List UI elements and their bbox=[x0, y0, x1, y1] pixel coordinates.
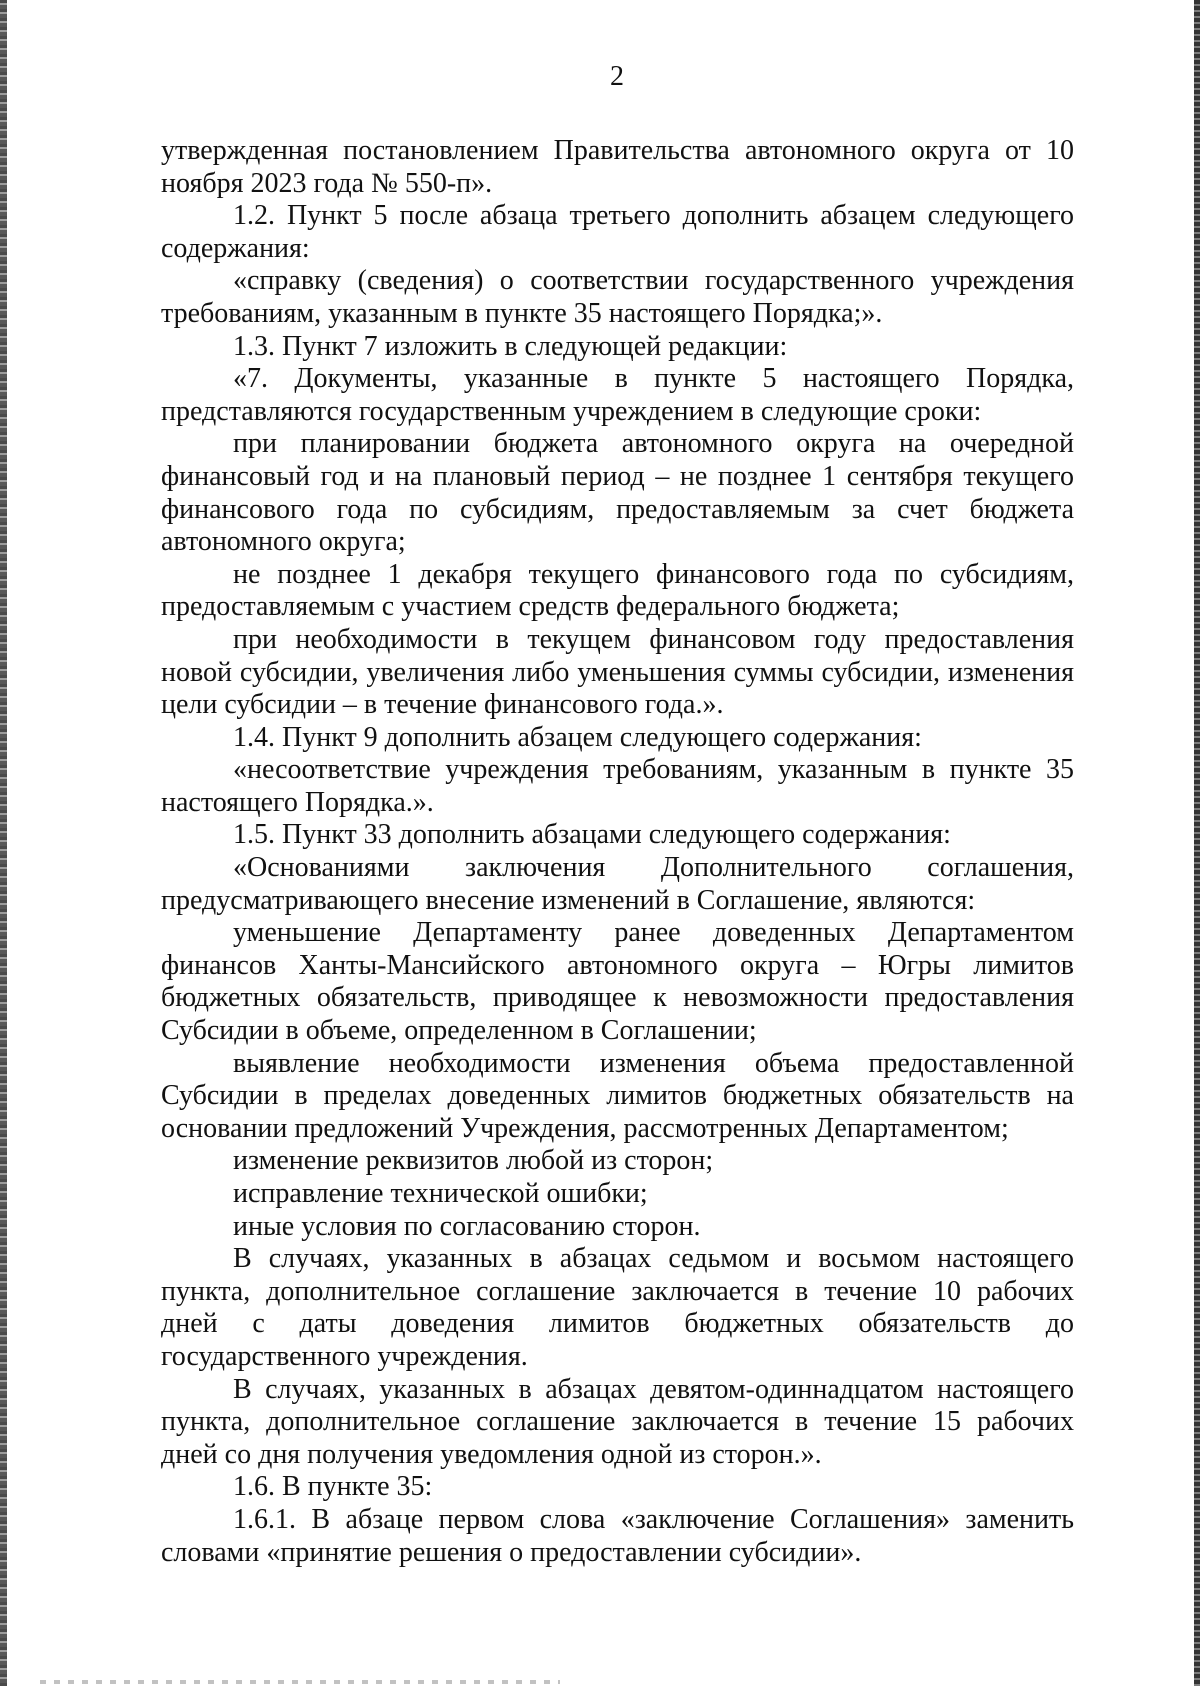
paragraph: 1.6. В пункте 35: bbox=[233, 1471, 433, 1503]
paragraph: «7. Документы, указанные в пункте 5 настоящего Порядка, представляются государственным учреждением в следующие сроки: bbox=[161, 363, 1074, 427]
paragraph: при планировании бюджета автономного округа на очередной финансовый год и на плановый период – не позднее 1 сентября текущего финансового года по субсидиям, предоставляемым за счет бюджета автономного округа; bbox=[161, 428, 1074, 558]
paragraph: 1.6.1. В абзаце первом слова «заключение Соглашения» заменить словами «принятие решения о предоставлении субсидии». bbox=[161, 1503, 1074, 1568]
paragraph: 1.4. Пункт 9 дополнить абзацем следующего содержания: bbox=[233, 721, 922, 753]
paragraph: исправление технической ошибки; bbox=[233, 1178, 648, 1209]
document-body bbox=[161, 135, 1074, 1569]
paragraph: В случаях, указанных в абзацах седьмом и восьмом настоящего пункта, дополнительное соглашение заключается в течение 10 рабочих дней с даты доведения лимитов бюджетных обязательств до государственного учреждения. bbox=[161, 1243, 1074, 1372]
paragraph: В случаях, указанных в абзацах девятом-одиннадцатом настоящего пункта, дополнительное соглашение заключается в течение 15 рабочих дней со дня получения уведомления одной из сторон.». bbox=[161, 1373, 1074, 1470]
scan-left-edge bbox=[0, 0, 7, 1686]
paragraph: иные условия по согласованию сторон. bbox=[233, 1210, 701, 1242]
paragraph: уменьшение Департаменту ранее доведенных Департаментом финансов Ханты-Мансийского автономного округа – Югры лимитов бюджетных обязательств, приводящее к невозможности предоставления Субсидии в объеме, определенном в Соглашении; bbox=[161, 917, 1074, 1047]
paragraph: 1.3. Пункт 7 изложить в следующей редакции: bbox=[233, 330, 788, 362]
scan-right-edge bbox=[1194, 0, 1200, 1686]
paragraph: «несоответствие учреждения требованиям, указанным в пункте 35 настоящего Порядка.». bbox=[161, 754, 1074, 818]
paragraph: 1.2. Пункт 5 после абзаца третьего дополнить абзацем следующего содержания: bbox=[161, 200, 1074, 264]
paragraph: «Основаниями заключения Дополнительного соглашения, предусматривающего внесение изменений в Соглашение, являются: bbox=[161, 852, 1074, 916]
paragraph: утвержденная постановлением Правительства автономного округа от 10 ноября 2023 года № 550-п». bbox=[161, 135, 1074, 199]
paragraph: при необходимости в текущем финансовом году предоставления новой субсидии, увеличения либо уменьшения суммы субсидии, изменения цели субсидии – в течение финансового года.». bbox=[161, 623, 1074, 721]
paragraph: выявление необходимости изменения объема предоставленной Субсидии в пределах доведенных лимитов бюджетных обязательств на основании предложений Учреждения, рассмотренных Департаментом; bbox=[161, 1047, 1074, 1144]
paragraph: 1.5. Пункт 33 дополнить абзацами следующего содержания: bbox=[233, 819, 951, 851]
scan-bottom-edge bbox=[40, 1680, 560, 1684]
paragraph: «справку (сведения) о соответствии государственного учреждения требованиям, указанным в пункте 35 настоящего Порядка;». bbox=[161, 265, 1074, 329]
paragraph: не позднее 1 декабря текущего финансового года по субсидиям, предоставляемым с участием средств федерального бюджета; bbox=[161, 558, 1074, 623]
page-number: 2 bbox=[610, 61, 624, 92]
paragraph: изменение реквизитов любой из сторон; bbox=[233, 1145, 714, 1177]
